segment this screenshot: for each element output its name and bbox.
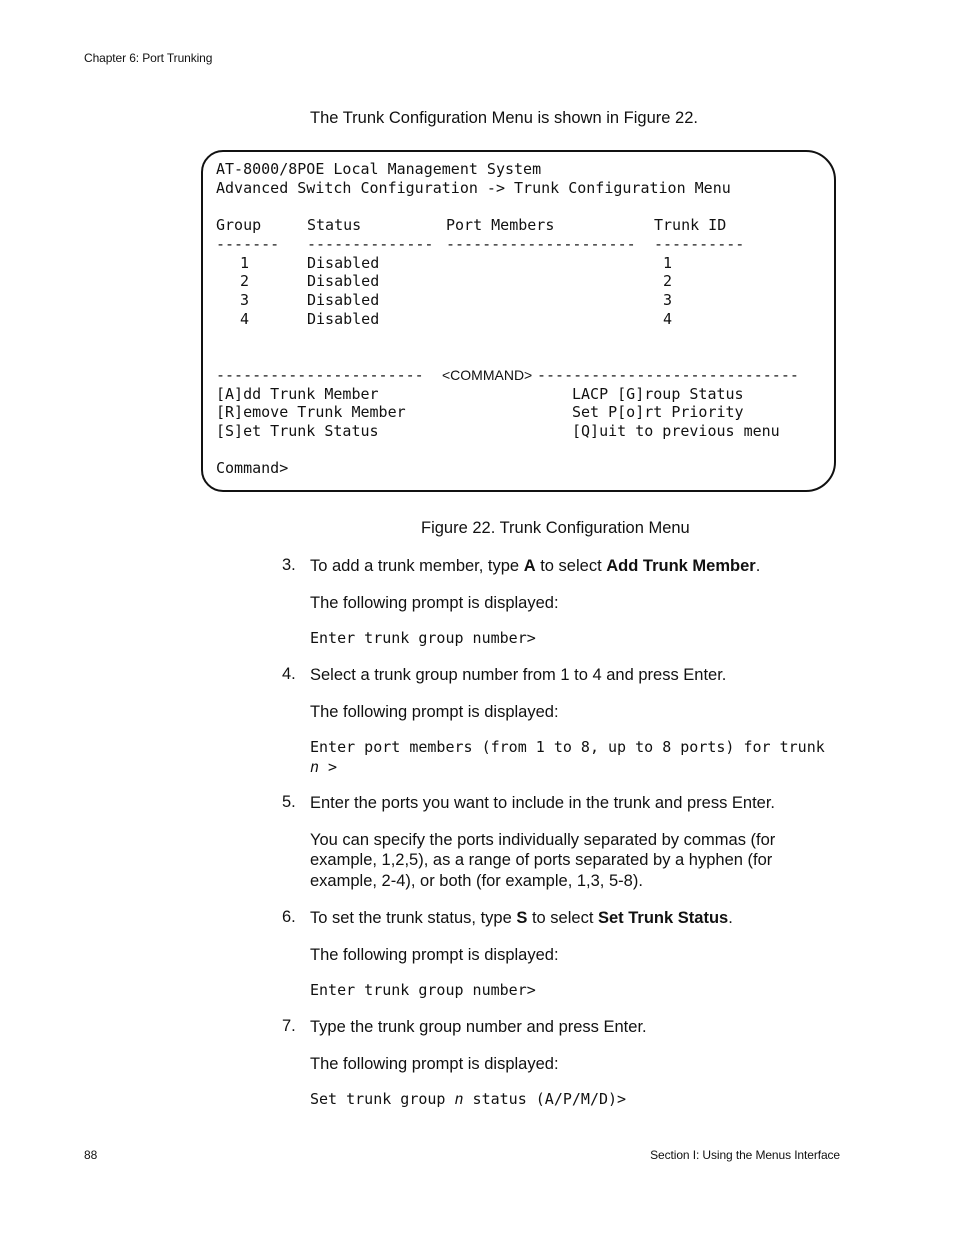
row-trunk: 3 (663, 291, 673, 309)
menu-set-port-priority[interactable]: Set P[o]rt Priority (572, 403, 744, 421)
row-group: 4 (240, 310, 250, 328)
step-text-part: . (728, 909, 733, 927)
col-status-header: Status (307, 216, 362, 234)
step-text-part: to select (527, 909, 598, 927)
section-footer: Section I: Using the Menus Interface (650, 1148, 840, 1162)
row-status: Disabled (307, 310, 380, 328)
step-number: 6. (282, 908, 296, 926)
step-text-part: To add a trunk member, type (310, 557, 524, 575)
ports-para-line: You can specify the ports individually separated by commas (for (310, 831, 776, 849)
cmd-dashes-left: ----------------------- (216, 366, 424, 384)
row-group: 2 (240, 272, 250, 290)
code-port-members-line2 (310, 758, 337, 776)
ports-para-line: example, 2-4), or both (for example, 1,3, 5-8). (310, 872, 643, 890)
code-enter-group: Enter trunk group number> (310, 981, 536, 999)
row-status: Disabled (307, 291, 380, 309)
terminal-title-2: Advanced Switch Configuration -> Trunk Configuration Menu (216, 179, 731, 197)
row-trunk: 1 (663, 254, 673, 272)
menu-quit[interactable]: [Q]uit to previous menu (572, 422, 780, 440)
sep-group: ------- (216, 235, 280, 253)
menu-remove-trunk-member[interactable]: [R]emove Trunk Member (216, 403, 406, 421)
sep-status: -------------- (307, 235, 434, 253)
step-number: 7. (282, 1017, 296, 1035)
menu-add-trunk-member[interactable]: [A]dd Trunk Member (216, 385, 379, 403)
key-s: S (516, 909, 528, 927)
step-text (310, 908, 733, 929)
step-text-part: . (755, 557, 761, 575)
step-number: 4. (282, 665, 296, 683)
variable-n: n (454, 1090, 464, 1108)
prompt-displayed-text: The following prompt is displayed: (310, 946, 559, 964)
step-text-part: to select (535, 557, 607, 575)
prompt-displayed-text: The following prompt is displayed: (310, 1055, 559, 1073)
row-group: 1 (240, 254, 250, 272)
step-text-part: To set the trunk status, type (310, 909, 517, 927)
code-part: > (319, 758, 338, 776)
cmd-dashes-right: ----------------------------- (537, 366, 799, 384)
variable-n: n (310, 758, 320, 776)
col-members-header: Port Members (446, 216, 555, 234)
row-status: Disabled (307, 272, 380, 290)
prompt-displayed-text: The following prompt is displayed: (310, 703, 559, 721)
ports-para-line: example, 1,2,5), as a range of ports separated by a hyphen (for (310, 851, 773, 869)
row-trunk: 4 (663, 310, 673, 328)
menu-lacp-group-status[interactable]: LACP [G]roup Status (572, 385, 744, 403)
row-group: 3 (240, 291, 250, 309)
menu-item-name: Add Trunk Member (606, 557, 756, 575)
terminal-figure (201, 150, 836, 492)
page-number: 88 (84, 1148, 98, 1162)
key-a: A (523, 557, 536, 575)
row-status: Disabled (307, 254, 380, 272)
prompt-displayed-text: The following prompt is displayed: (310, 594, 559, 612)
step-text: Type the trunk group number and press Enter. (310, 1018, 647, 1036)
step-text: Select a trunk group number from 1 to 4 and press Enter. (310, 666, 727, 684)
code-set-status (310, 1090, 626, 1108)
col-trunk-header: Trunk ID (654, 216, 727, 234)
chapter-header: Chapter 6: Port Trunking (84, 51, 213, 65)
menu-set-trunk-status[interactable]: [S]et Trunk Status (216, 422, 379, 440)
sep-members: --------------------- (446, 235, 636, 253)
menu-item-name: Set Trunk Status (598, 909, 729, 927)
code-port-members: Enter port members (from 1 to 8, up to 8 ports) for trunk (310, 738, 825, 756)
code-part: status (A/P/M/D)> (463, 1090, 627, 1108)
step-text (310, 556, 760, 577)
step-number: 5. (282, 793, 296, 811)
code-part: Set trunk group (310, 1090, 455, 1108)
command-label: <COMMAND> (442, 367, 533, 383)
code-enter-group: Enter trunk group number> (310, 629, 536, 647)
terminal-title-1: AT-8000/8POE Local Management System (216, 160, 542, 178)
intro-text: The Trunk Configuration Menu is shown in Figure 22. (310, 109, 698, 127)
command-prompt[interactable]: Command> (216, 459, 289, 477)
figure-caption: Figure 22. Trunk Configuration Menu (421, 519, 690, 537)
step-text: Enter the ports you want to include in the trunk and press Enter. (310, 794, 776, 812)
col-group-header: Group (216, 216, 262, 234)
step-number: 3. (282, 556, 296, 574)
sep-trunk: ---------- (654, 235, 745, 253)
row-trunk: 2 (663, 272, 673, 290)
